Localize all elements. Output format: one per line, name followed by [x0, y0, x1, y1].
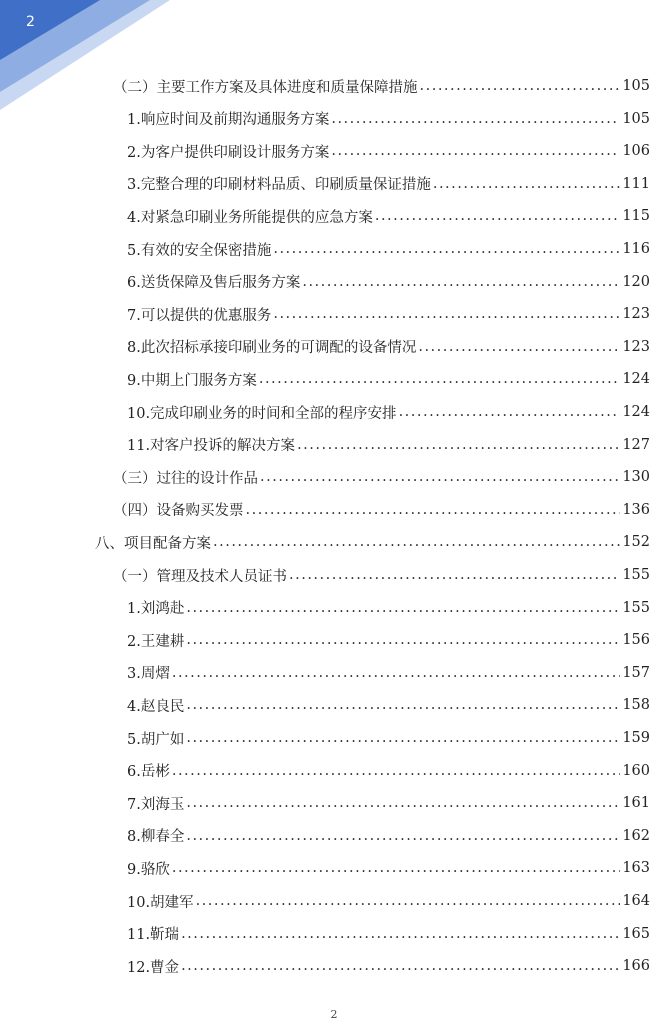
- footer-page-number: 2: [330, 1008, 338, 1021]
- toc-leader-dots: [260, 469, 620, 485]
- toc-entry-page: 166: [622, 958, 650, 975]
- toc-entry[interactable]: [127, 755, 650, 787]
- toc-entry-page: 120: [622, 273, 650, 290]
- toc-entry-title: 8.此次招标承接印刷业务的可调配的设备情况: [127, 340, 417, 357]
- toc-entry[interactable]: [127, 168, 650, 200]
- toc-leader-dots: [181, 958, 620, 974]
- toc-leader-dots: [196, 893, 621, 909]
- toc-entry-page: 105: [622, 110, 650, 127]
- toc-entry[interactable]: [113, 494, 650, 526]
- toc-entry-page: 123: [622, 338, 650, 355]
- toc-entry-page: 163: [622, 860, 650, 877]
- toc-entry[interactable]: [127, 592, 650, 624]
- toc-entry[interactable]: [95, 526, 650, 558]
- toc-leader-dots: [172, 860, 620, 876]
- toc-entry-title: 7.刘海玉: [127, 796, 185, 813]
- toc-leader-dots: [186, 697, 620, 713]
- toc-leader-dots: [302, 274, 620, 290]
- toc-entry-title: 9.中期上门服务方案: [127, 372, 257, 389]
- toc-entry-page: 156: [622, 632, 650, 649]
- toc-leader-dots: [418, 339, 620, 355]
- toc-entry-page: 115: [622, 208, 650, 225]
- toc-entry-page: 152: [622, 534, 650, 551]
- toc-entry-title: 6.送货保障及售后服务方案: [127, 275, 301, 292]
- toc-entry[interactable]: [127, 852, 650, 884]
- toc-leader-dots: [297, 437, 620, 453]
- toc-entry[interactable]: [127, 950, 650, 982]
- toc-leader-dots: [399, 404, 621, 420]
- toc-leader-dots: [186, 632, 620, 648]
- toc-entry[interactable]: [127, 200, 650, 232]
- toc-leader-dots: [420, 78, 621, 94]
- toc-leader-dots: [246, 502, 621, 518]
- toc-entry-page: 105: [622, 78, 650, 94]
- toc-entry-title: 1.响应时间及前期沟通服务方案: [127, 112, 330, 129]
- toc-entry[interactable]: [127, 233, 650, 265]
- toc-entry-page: 161: [622, 795, 650, 812]
- toc-entry-title: 八、项目配备方案: [95, 535, 211, 552]
- toc-entry-title: （一）管理及技术人员证书: [113, 568, 287, 585]
- corner-page-number: 2: [26, 14, 35, 30]
- toc-leader-dots: [375, 208, 620, 224]
- toc-entry-title: 2.为客户提供印刷设计服务方案: [127, 144, 330, 161]
- toc-entry[interactable]: [127, 624, 650, 656]
- toc-entry-title: 4.赵良民: [127, 698, 185, 715]
- toc-entry-title: 4.对紧急印刷业务所能提供的应急方案: [127, 209, 373, 226]
- toc-entry[interactable]: [113, 70, 650, 102]
- toc-leader-dots: [186, 600, 620, 616]
- toc-entry[interactable]: [127, 135, 650, 167]
- toc-entry[interactable]: [127, 103, 650, 135]
- toc-entry[interactable]: [127, 885, 650, 917]
- toc-entry-page: 165: [622, 925, 650, 942]
- toc-entry-title: 3.周熠: [127, 666, 170, 683]
- toc-entry-title: （四）设备购买发票: [113, 503, 244, 520]
- toc-entry-title: 5.胡广如: [127, 731, 185, 748]
- toc-entry[interactable]: [127, 820, 650, 852]
- toc-entry-page: 164: [622, 893, 650, 909]
- toc-entry-title: 1.刘鸿赴: [127, 601, 185, 618]
- toc-entry-title: 7.可以提供的优惠服务: [127, 307, 272, 324]
- toc-entry-page: 106: [622, 143, 650, 160]
- toc-entry[interactable]: [127, 331, 650, 363]
- toc-entry-page: 130: [622, 469, 650, 486]
- toc-entry-title: 2.王建耕: [127, 633, 185, 650]
- toc-entry-title: 10.完成印刷业务的时间和全部的程序安排: [127, 405, 397, 422]
- toc-entry-title: 5.有效的安全保密措施: [127, 242, 272, 259]
- toc-leader-dots: [259, 371, 620, 387]
- toc-entry-title: 8.柳春全: [127, 829, 185, 846]
- toc-leader-dots: [331, 143, 620, 159]
- toc-entry[interactable]: [127, 722, 650, 754]
- toc-entry[interactable]: [127, 298, 650, 330]
- toc-entry-page: 127: [622, 436, 650, 453]
- toc-entry-page: 136: [622, 501, 650, 518]
- toc-entry[interactable]: [127, 918, 650, 950]
- toc-leader-dots: [433, 176, 620, 192]
- toc-entry-title: （二）主要工作方案及具体进度和质量保障措施: [113, 79, 418, 96]
- toc-entry-title: 10.胡建军: [127, 894, 194, 911]
- toc-entry[interactable]: [127, 363, 650, 395]
- toc-entry-page: 124: [622, 371, 650, 388]
- toc-entry[interactable]: [127, 689, 650, 721]
- toc-entry-title: 12.曹金: [127, 959, 180, 976]
- toc-leader-dots: [289, 567, 620, 583]
- toc-entry-title: （三）过往的设计作品: [113, 470, 258, 487]
- toc-entry-page: 162: [622, 827, 650, 844]
- toc-entry-title: 3.完整合理的印刷材料品质、印刷质量保证措施: [127, 177, 431, 194]
- toc-entry-page: 116: [622, 241, 650, 257]
- toc-entry[interactable]: [113, 559, 650, 591]
- toc-leader-dots: [331, 111, 620, 127]
- toc-leader-dots: [172, 665, 620, 681]
- toc-entry[interactable]: [127, 657, 650, 689]
- toc-entry-title: 11.对客户投诉的解决方案: [127, 438, 296, 455]
- toc-entry-page: 111: [622, 175, 650, 192]
- toc-entry-page: 158: [622, 697, 650, 714]
- toc-entry-page: 159: [622, 730, 650, 746]
- toc-entry-page: 155: [622, 567, 650, 583]
- toc-leader-dots: [273, 306, 620, 322]
- toc-entry-title: 6.岳彬: [127, 764, 170, 781]
- toc-entry[interactable]: [127, 787, 650, 819]
- toc-leader-dots: [273, 241, 620, 257]
- toc-entry-page: 155: [622, 599, 650, 616]
- toc-entry-page: 124: [622, 404, 650, 420]
- toc-entry-page: 123: [622, 306, 650, 323]
- toc-leader-dots: [172, 763, 620, 779]
- toc-leader-dots: [213, 534, 620, 550]
- toc-entry[interactable]: [127, 266, 650, 298]
- toc-leader-dots: [181, 926, 620, 942]
- toc-entry[interactable]: [113, 461, 650, 493]
- toc-entry-page: 160: [622, 762, 650, 779]
- toc-entry-page: 157: [622, 664, 650, 681]
- toc-entry-title: 11.靳瑞: [127, 927, 180, 944]
- toc-entry[interactable]: [127, 429, 650, 461]
- toc-leader-dots: [186, 795, 620, 811]
- toc-leader-dots: [186, 828, 620, 844]
- toc-entry-title: 9.骆欣: [127, 861, 170, 878]
- toc-leader-dots: [186, 730, 620, 746]
- toc-entry[interactable]: [127, 396, 650, 428]
